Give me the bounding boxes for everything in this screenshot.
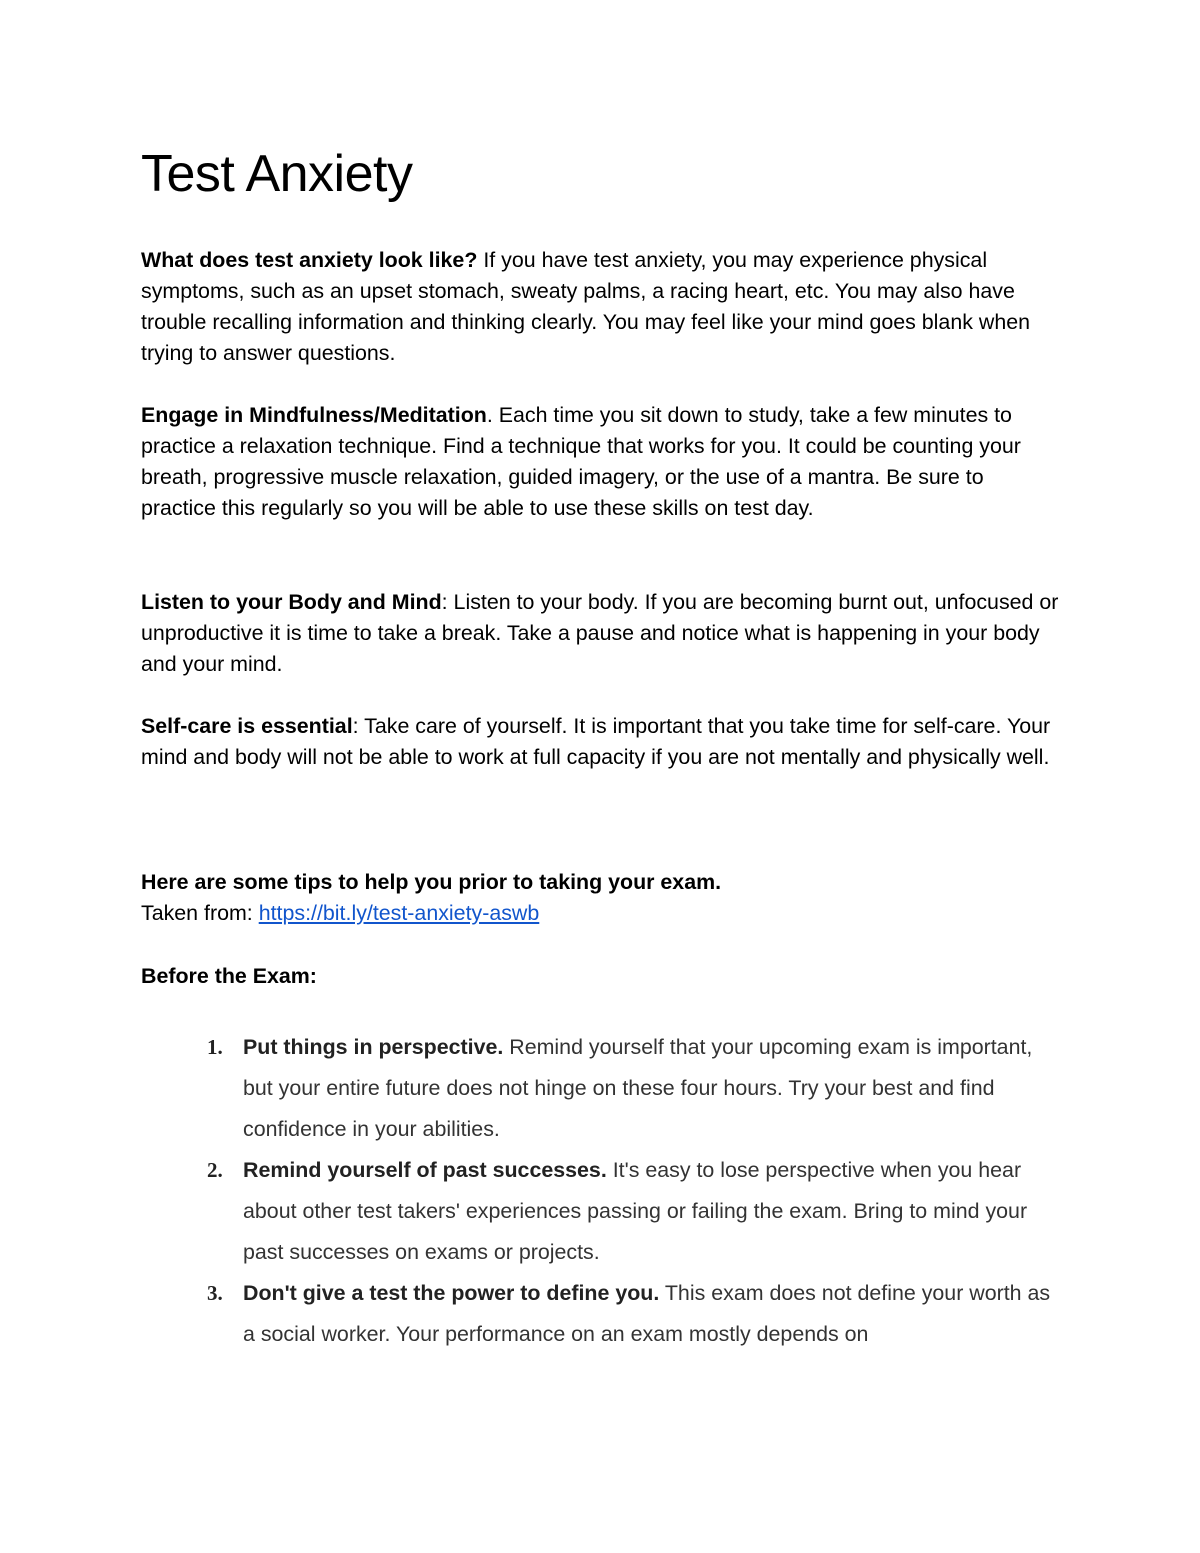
- before-exam-heading-text: Before the Exam:: [141, 964, 317, 988]
- tips-heading-text: Here are some tips to help you prior to taking your exam.: [141, 870, 722, 894]
- section-self-care: [141, 711, 1061, 773]
- list-item-heading: Remind yourself of past successes.: [243, 1158, 607, 1182]
- tips-list: [141, 1027, 1061, 1355]
- section-engage-in-mindfulness: [141, 400, 1061, 524]
- list-item-body: It's easy to lose perspective when you hear about other test takers' experiences passing or failing the exam. Bring to mind your past successes on exams or projects.: [243, 1158, 1028, 1264]
- list-item: [141, 1027, 1061, 1150]
- list-item: [141, 1150, 1061, 1273]
- list-item-body: Remind yourself that your upcoming exam is important, but your entire future does not hinge on these four hours. Try your best and find confidence in your abilities.: [243, 1035, 1033, 1141]
- list-item-body: This exam does not define your worth as a social worker. Your performance on an exam mostly depends on: [243, 1281, 1051, 1346]
- section-listen-to-body-and-mind: [141, 587, 1061, 680]
- source-link[interactable]: https://bit.ly/test-anxiety-aswb: [258, 901, 540, 925]
- list-number: 2.: [207, 1158, 223, 1182]
- section-body: : Listen to your body. If you are becoming burnt out, unfocused or unproductive it is time to take a break. Take a pause and notice what is happening in your body and your mind.: [141, 590, 1059, 676]
- section-heading: Engage in Mindfulness/Meditation: [141, 403, 487, 427]
- list-item-heading: Put things in perspective.: [243, 1035, 504, 1059]
- section-body: : Take care of yourself. It is important that you take time for self-care. Your mind and body will not be able to work at full capacity if you are not mentally and physically well.: [141, 714, 1051, 769]
- section-body: If you have test anxiety, you may experience physical symptoms, such as an upset stomach, sweaty palms, a racing heart, etc. You may also have trouble recalling information and thinking clearly. You may feel like your mind goes blank when trying to answer questions.: [141, 248, 1031, 365]
- list-number: 1.: [207, 1035, 223, 1059]
- page-title: Test Anxiety: [141, 145, 413, 203]
- section-what-does-test-anxiety-look-like: [141, 245, 1061, 369]
- tips-heading: [141, 867, 1061, 898]
- source-line: [141, 898, 1061, 929]
- section-heading: Self-care is essential: [141, 714, 353, 738]
- list-item-heading: Don't give a test the power to define you.: [243, 1281, 660, 1305]
- section-body: . Each time you sit down to study, take a few minutes to practice a relaxation technique. Find a technique that works for you. It could be counting your breath, progressive muscle relaxation, guided imagery, or the use of a mantra. Be sure to practice this regularly so you will be able to use these skills on test day.: [141, 403, 1021, 520]
- list-number: 3.: [207, 1281, 223, 1305]
- list-item: [141, 1273, 1061, 1355]
- before-exam-heading: [141, 961, 1061, 992]
- source-label: Taken from:: [141, 901, 259, 925]
- section-heading: Listen to your Body and Mind: [141, 590, 442, 614]
- section-heading: What does test anxiety look like?: [141, 248, 478, 272]
